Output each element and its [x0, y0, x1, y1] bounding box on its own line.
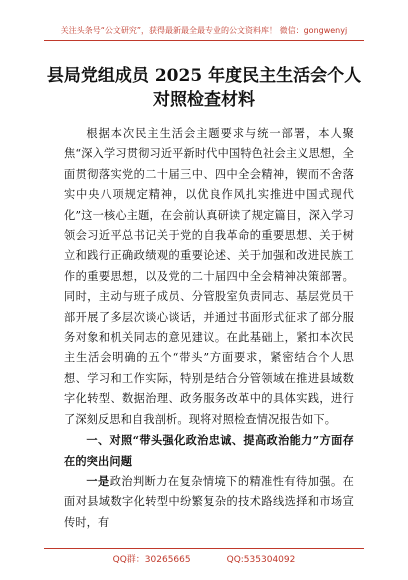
- footer-qq-group: QQ群：30265665: [112, 555, 191, 565]
- title-line-1: 县局党组成员 2025 年度民主生活会个人: [46, 66, 362, 86]
- point-1-lead: 一是: [86, 473, 110, 488]
- header-promo-text: 关注头条号“公文研究”，获得最新最全最专业的公文资料库！ 微信：gongwenyj: [60, 26, 348, 35]
- header-divider: [44, 40, 364, 41]
- page-header: [0, 0, 408, 42]
- footer-contact: [0, 554, 408, 566]
- point-1-paragraph: [64, 471, 354, 533]
- footer-qq-contact: QQ:535304092: [226, 555, 296, 565]
- section-heading-1: 一、对照“带头强化政治忠诚、提高政治能力”方面存在的突出问题: [64, 433, 354, 468]
- point-1-text: 政治判断力在复杂情境下的精准性有待加强。在面对县域数字化转型中纷繁复杂的技术路线选择和市场宣传时，有: [64, 474, 354, 529]
- document-title: [40, 64, 368, 112]
- footer-divider: [44, 548, 364, 549]
- document-body: [64, 124, 354, 533]
- title-line-2: 对照检查材料: [153, 90, 255, 110]
- page-footer: [0, 548, 408, 580]
- intro-paragraph: 根据本次民主生活会主题要求与统一部署，本人聚焦“深入学习贯彻习近平新时代中国特色社会主义思想，全面贯彻落实党的二十届三中、四中全会精神，锲而不舍落实中央八项规定精神，以优良作风扎实推进中国式现代化”这一核心主题，在会前认真研读了规定篇目，深入学习领会习近平总书记关于党的自我革命的重要思想、关于树立和践行正确政绩观的重要论述、关于加强和改进民族工作的重要思想，以及党的二十届四中全会精神决策部署。同时，主动与班子成员、分管股室负责同志、基层党员干部开展了多层次谈心谈话，并通过书面形式征求了部分服务对象和机关同志的意见建议。在此基础上，紧扣本次民主生活会明确的五个“带头”方面要求，紧密结合个人思想、学习和工作实际，特别是结合分管领域在推进县域数字化转型、数据治理、政务服务改革中的具体实践，进行了深刻反思和自我剖析。现将对照检查情况报告如下。: [64, 127, 354, 426]
